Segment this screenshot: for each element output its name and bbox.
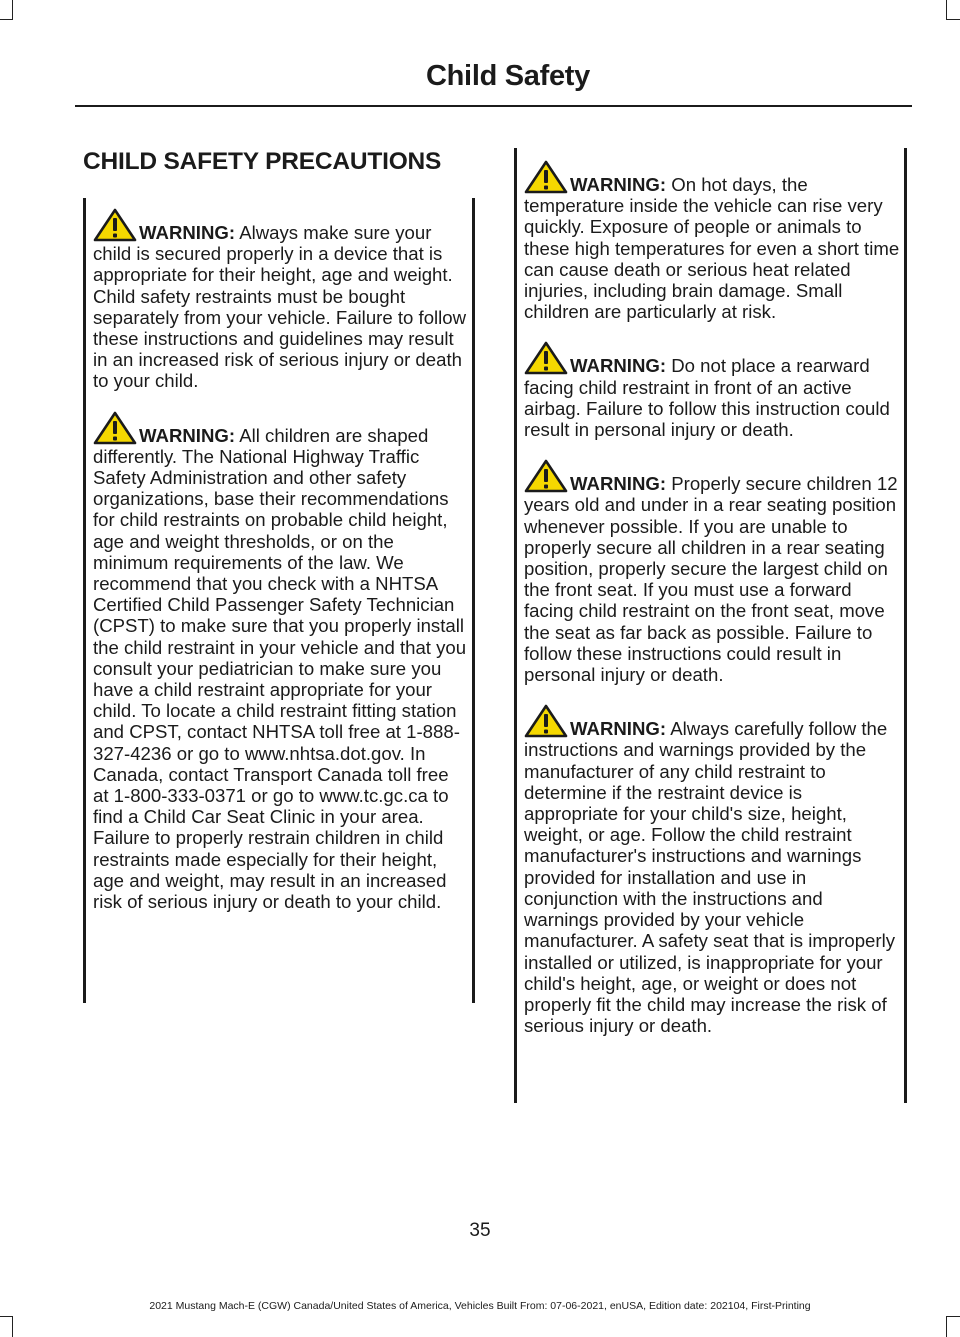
crop-mark [0,19,13,20]
warning-paragraph [524,160,901,322]
warning-list-left [93,208,469,931]
crop-mark [946,1316,947,1337]
warning-triangle-icon [93,411,137,445]
warning-list-right [524,160,901,1055]
warning-text: Always carefully follow the instructions and warnings provided by the manufacturer of any child restraint to determine if the restraint device is appropriate for your child's size, height, weight, or age. Follow the child restraint manufacturer's instructions and warnings provided for installation and use in conjunction with the instructions and warnings provided by your vehicle manufacturer. A safety seat that is improperly installed or utilized, is inappropriate for your child's height, age, or weight or does not properly fit the child may increase the risk of serious injury or death. [524,718,896,1037]
warning-text: Properly secure children 12 years old and under in a rear seating position whenever possible. If you are unable to properly secure all children in a rear seating position, properly secure the largest child on the front seat. If you must use a forward facing child restraint on the front seat, move the seat as far back as possible. Failure to follow these instructions could result in personal injury or death. [524,473,898,686]
warning-text: Always make sure your child is secured properly in a device that is appropriate for their height, age and weight. Child safety restraints must be bought separately from your vehicle. Failure to follow these instructions and guidelines may result in an increased risk of serious injury or death to your child. [93,222,467,392]
warning-label: WARNING: [570,355,667,377]
header-divider [75,105,912,107]
warning-paragraph [524,341,901,440]
warning-paragraph [524,704,901,1036]
warning-label: WARNING: [570,174,667,195]
warning-paragraph [93,208,469,392]
crop-mark [946,19,960,20]
page-header-title: Child Safety [426,60,590,92]
warning-triangle-icon [93,208,137,242]
warning-paragraph [524,459,901,685]
crop-mark [0,1316,13,1317]
warning-label: WARNING: [139,424,236,446]
crop-mark [946,1316,960,1317]
warning-label: WARNING: [570,473,667,495]
warning-text: All children are shaped differently. The National Highway Traffic Safety Administration and other safety organizations, base their recommendations for child restraints on probable child height, age and weight thresholds, or on the minimum requirements of the law. We recommend that you check with a NHTSA Certified Child Passenger Safety Technician (CPST) to make sure that you properly install the child restraint in your vehicle and that you consult your pediatrician to make sure you have a child restraint appropriate for your child. To locate a child restraint fitting station and CPST, contact NHTSA toll free at 1-888-327-4236 or go to www.nhtsa.dot.gov. In Canada, contact Transport Canada toll free at 1-800-333-0371 or go to www.tc.gc.ca to find a Child Car Seat Clinic in your area. Failure to properly restrain children in child restraints made especially for their height, age and weight, may result in an increased risk of serious injury or death to your child. [93,424,467,913]
warning-text: On hot days, the temperature inside the vehicle can rise very quickly. Exposure of people or animals to these high temperatures for even a short time can cause death or serious heat related injuries, including brain damage. Small children are particularly at risk. [524,174,900,323]
crop-mark [946,0,947,20]
warning-label: WARNING: [570,718,667,740]
warning-triangle-icon [524,704,568,738]
warning-triangle-icon [524,341,568,375]
page-number: 35 [469,1220,491,1241]
section-heading: CHILD SAFETY PRECAUTIONS [83,148,442,175]
warning-triangle-icon [524,459,568,493]
crop-mark [12,0,13,20]
warning-triangle-icon [524,160,568,194]
footer-edition-text: 2021 Mustang Mach-E (CGW) Canada/United States of America, Vehicles Built From: 07-06-2021, enUSA, Edition date: 202104, First-Printing [149,1300,811,1312]
crop-mark [12,1316,13,1337]
warning-box-left [83,198,475,1003]
warning-box-right [514,148,907,1103]
warning-paragraph [93,411,469,913]
warning-label: WARNING: [139,222,236,243]
warning-text: Do not place a rearward facing child restraint in front of an active airbag. Failure to follow this instruction could result in personal injury or death. [524,355,890,441]
